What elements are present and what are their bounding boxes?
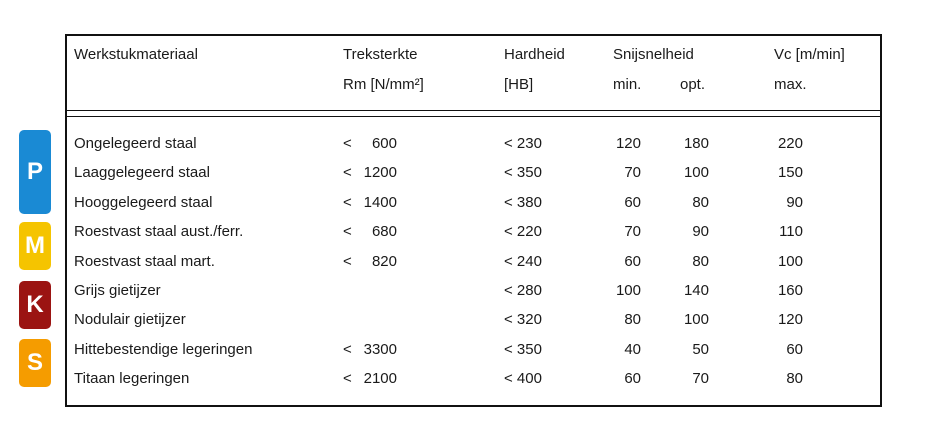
cell-rm: 1200	[363, 164, 397, 182]
cell-min: 60	[624, 370, 641, 388]
cell-max: 110	[779, 223, 803, 241]
header-material: Werkstukmateriaal	[74, 46, 198, 63]
cutting-speed-table	[65, 34, 882, 407]
cell-min: 60	[624, 252, 641, 270]
table-row	[67, 341, 880, 370]
cell-min: 60	[624, 193, 641, 211]
table-row	[67, 253, 880, 282]
header-vc: Vc [m/min]	[774, 46, 845, 63]
cell-min: 80	[624, 311, 641, 329]
cell-min: 70	[624, 223, 641, 241]
header-tensile: Treksterkte	[343, 46, 418, 63]
cell-material: Ongelegeerd staal	[74, 135, 197, 152]
cell-opt: 100	[683, 164, 709, 182]
table-row	[67, 370, 880, 399]
cell-max: 80	[786, 370, 803, 388]
cell-hardness: < 240	[504, 252, 542, 270]
cell-material: Hittebestendige legeringen	[74, 340, 253, 358]
cell-material: Roestvast staal mart.	[74, 252, 215, 270]
cell-material: Grijs gietijzer	[74, 282, 161, 299]
cell-min: 120	[615, 135, 641, 152]
cell-opt: 140	[683, 282, 709, 299]
cell-opt: 50	[692, 340, 709, 358]
badge-k-letter: K	[26, 291, 44, 318]
cell-opt: 180	[683, 135, 709, 152]
cell-opt: 80	[692, 252, 709, 270]
table-row	[67, 194, 880, 223]
cell-material: Nodulair gietijzer	[74, 311, 186, 329]
cell-max: 160	[777, 282, 803, 299]
header-max: max.	[774, 76, 807, 93]
table-row	[67, 282, 880, 311]
badge-p-letter: P	[26, 158, 43, 185]
header-divider-bottom	[67, 116, 880, 117]
badge-p	[19, 130, 51, 214]
badge-s-letter: S	[26, 349, 43, 376]
cell-rm-operator: <	[343, 164, 352, 182]
cell-hardness: < 350	[504, 164, 542, 182]
cell-min: 40	[624, 340, 641, 358]
header-divider-top	[67, 110, 880, 111]
cell-rm-operator: <	[343, 223, 352, 241]
cell-rm-operator: <	[343, 193, 352, 211]
cell-hardness: < 400	[504, 370, 542, 388]
cell-rm-operator: <	[343, 340, 352, 358]
badge-m	[19, 222, 51, 270]
cell-rm: 600	[371, 135, 397, 152]
cell-opt: 70	[692, 370, 709, 388]
header-min: min.	[613, 76, 642, 93]
badge-m-letter: M	[25, 232, 45, 259]
badge-k	[19, 281, 51, 329]
cell-min: 100	[615, 282, 641, 299]
cell-rm-operator: <	[343, 252, 352, 270]
cell-hardness: < 380	[504, 193, 542, 211]
table-row	[67, 164, 880, 193]
cell-rm: 3300	[363, 340, 397, 358]
cell-min: 70	[624, 164, 641, 182]
cell-max: 90	[786, 193, 803, 211]
cell-hardness: < 350	[504, 340, 542, 358]
cell-hardness: < 230	[504, 135, 542, 152]
cell-opt: 90	[692, 223, 709, 241]
header-tensile-unit: Rm [N/mm²]	[343, 76, 424, 93]
cell-max: 120	[777, 311, 803, 329]
header-hardness-unit: [HB]	[504, 76, 534, 93]
badge-s	[19, 339, 51, 387]
table-row	[67, 223, 880, 252]
cell-material: Roestvast staal aust./ferr.	[74, 223, 244, 241]
cell-max: 220	[777, 135, 803, 152]
cell-rm: 820	[371, 252, 397, 270]
cell-hardness: < 320	[504, 311, 542, 329]
header-cutting-speed: Snijsnelheid	[613, 46, 694, 63]
cell-rm-operator: <	[343, 135, 352, 152]
cell-rm-operator: <	[343, 370, 352, 388]
cell-max: 150	[777, 164, 803, 182]
cell-rm: 2100	[363, 370, 397, 388]
cell-rm: 680	[371, 223, 397, 241]
cell-hardness: < 220	[504, 223, 542, 241]
cell-material: Titaan legeringen	[74, 370, 190, 388]
cell-opt: 100	[683, 311, 709, 329]
table-row	[67, 311, 880, 340]
header-opt: opt.	[680, 76, 706, 93]
table-row	[67, 135, 880, 164]
cell-material: Hooggelegeerd staal	[74, 193, 213, 211]
cell-material: Laaggelegeerd staal	[74, 164, 210, 182]
cell-opt: 80	[692, 193, 709, 211]
cell-max: 100	[777, 252, 803, 270]
cell-rm: 1400	[363, 193, 397, 211]
header-hardness: Hardheid	[504, 46, 565, 63]
cell-hardness: < 280	[504, 282, 542, 299]
cell-max: 60	[786, 340, 803, 358]
